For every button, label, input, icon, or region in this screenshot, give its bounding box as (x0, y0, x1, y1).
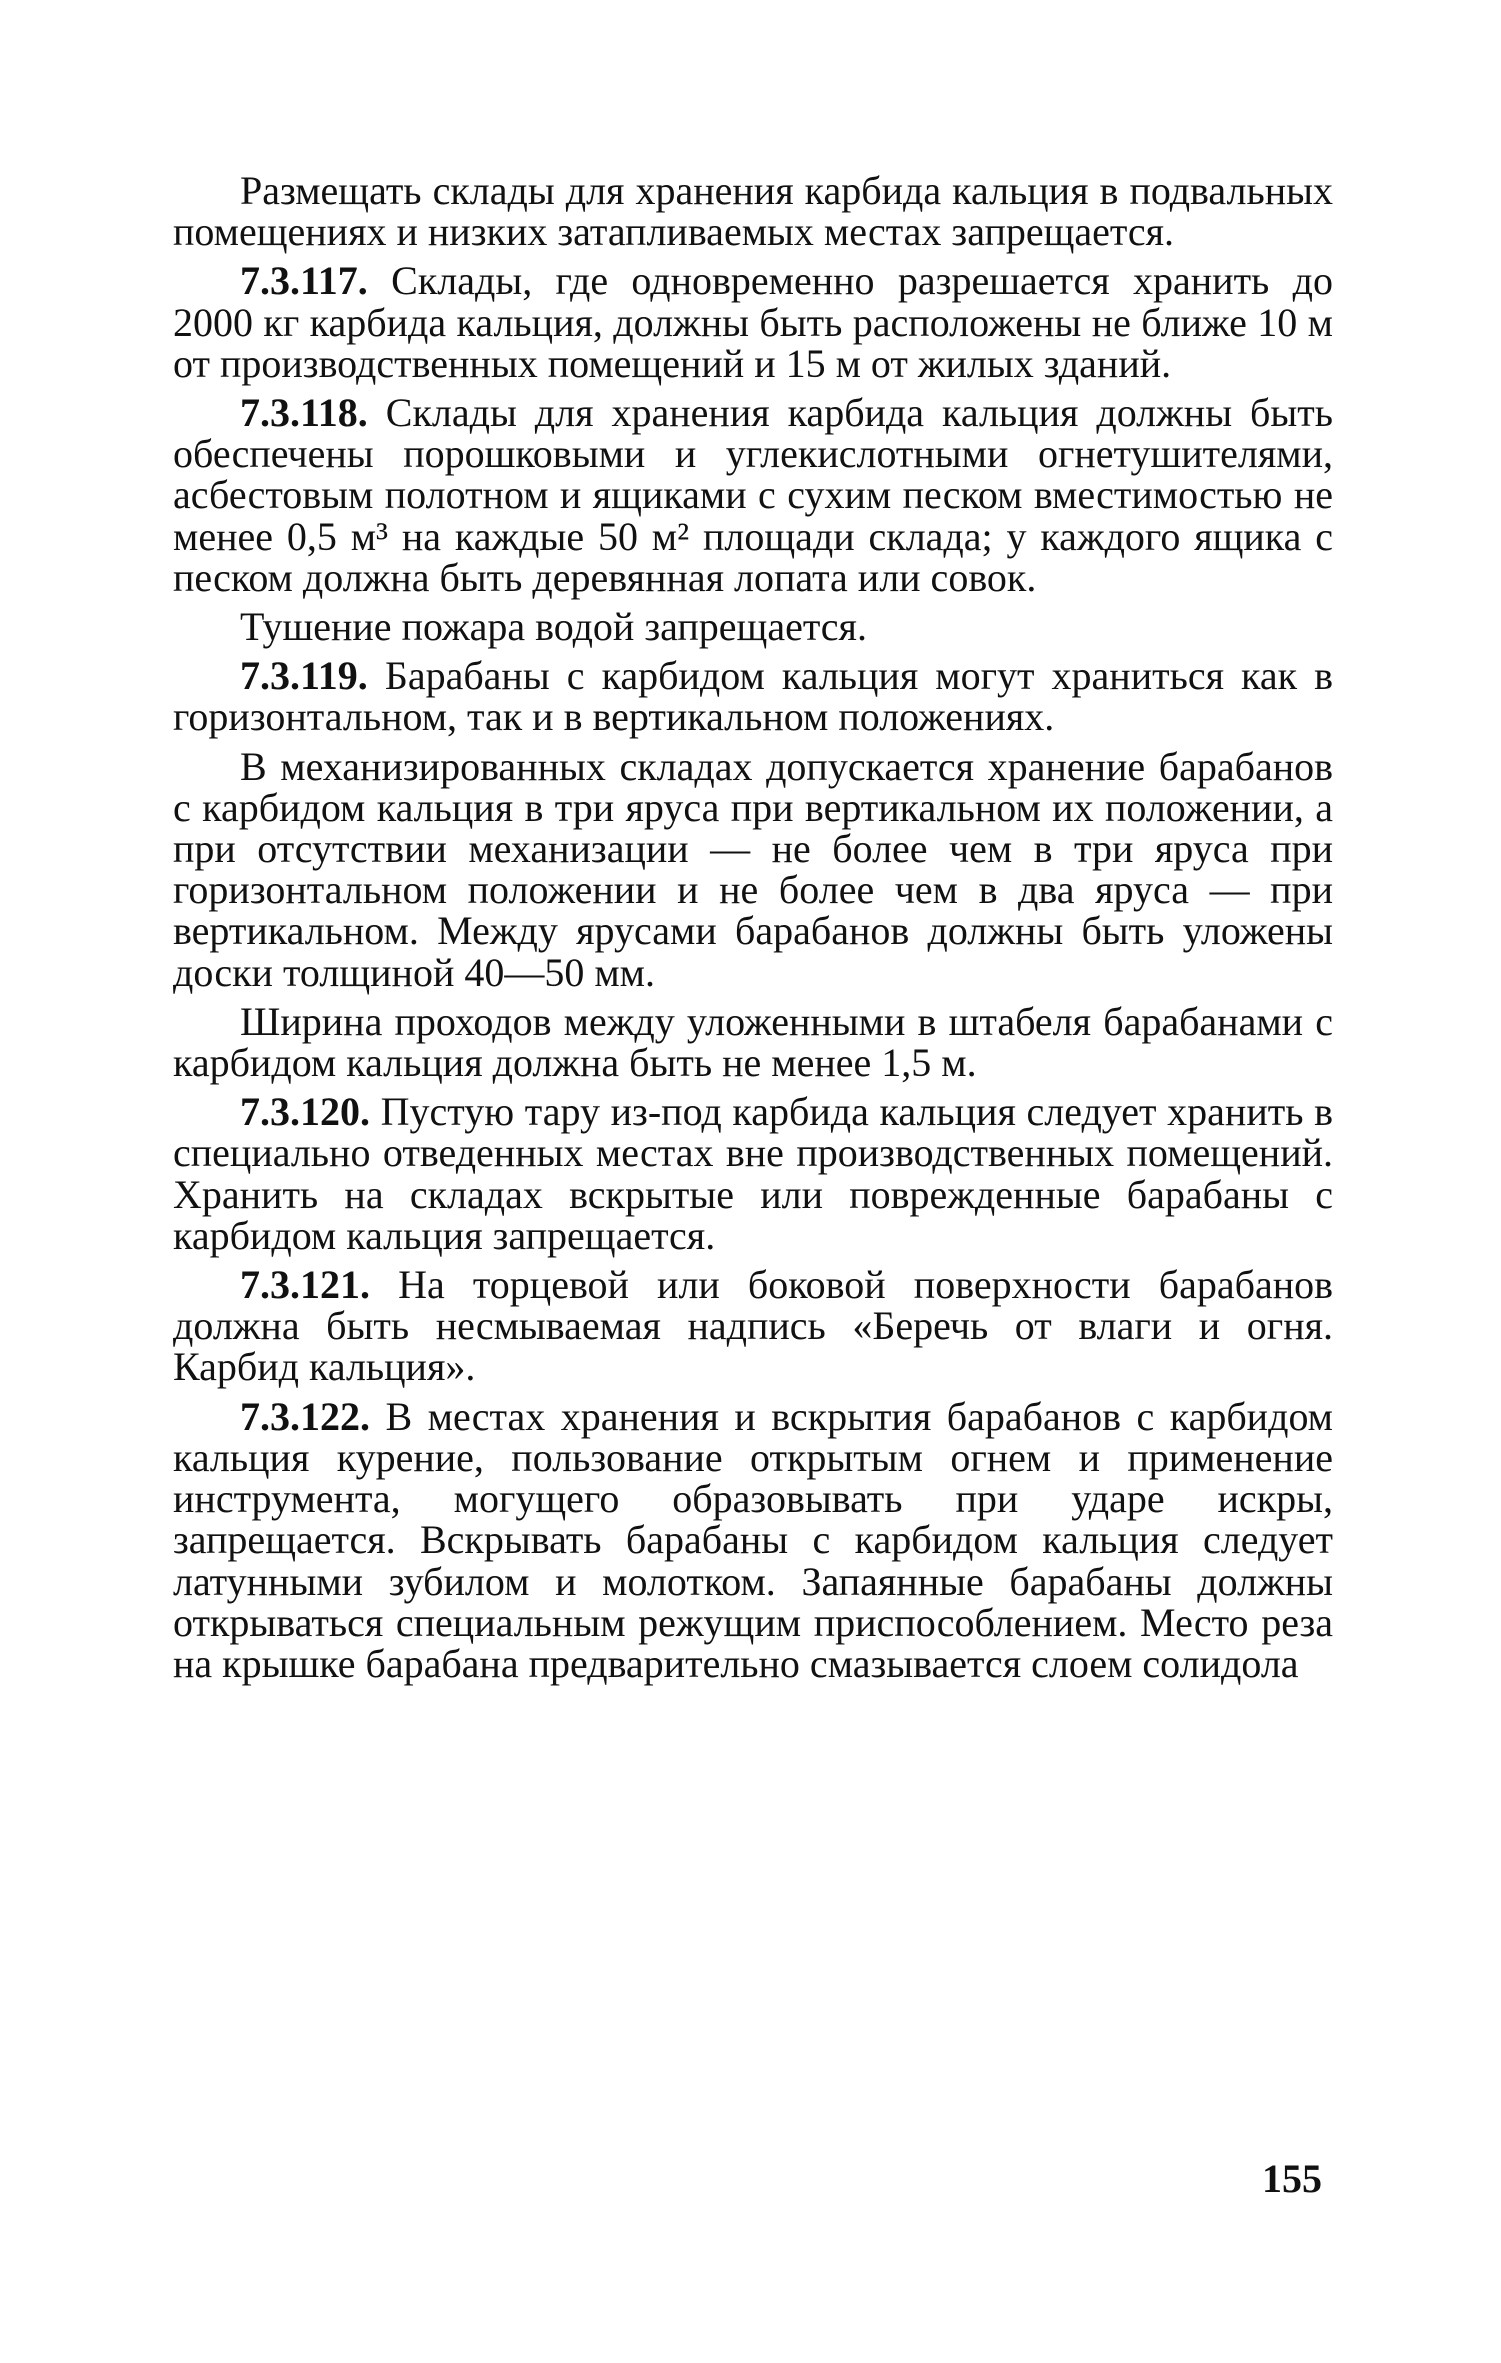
clause-number: 7.3.120. (240, 1089, 370, 1135)
paragraph-text: В местах хранения и вскрытия барабанов с карбидом кальция курение, пользование открытым огнем и применение инструмента, могущего образовывать при ударе искры, запрещается. Вскрывать барабаны с карбидом кальция следует латунными зубилом и молотком. Запаянные барабаны должны открываться специальным режущим приспособлением. Место реза на крышке барабана предварительно смазывается слоем солидола (173, 1393, 1333, 1686)
paragraph-text: Склады, где одновременно разрешается хранить до 2000 кг карбида кальция, должны быть расположены не ближе 10 м от производственных помещений и 15 м от жилых зданий. (173, 258, 1333, 386)
clause-number: 7.3.117. (240, 258, 368, 304)
paragraph (173, 168, 1333, 255)
paragraph-text: Размещать склады для хранения карбида кальция в подвальных помещениях и низких затапливаемых местах запрещается. (173, 168, 1333, 255)
paragraph (173, 998, 1333, 1086)
clause-number: 7.3.119. (240, 653, 368, 699)
paragraph-text: Склады для хранения карбида кальция должны быть обеспечены порошковыми и углекислотными огнетушителями, асбестовым полотном и ящиками с сухим песком вместимостью не менее 0,5 м³ на каждые 50 м² площади склада; у каждого ящика с песком должна быть деревянная лопата или совок. (173, 390, 1333, 600)
page-number: 155 (1262, 2156, 1322, 2201)
page-text (173, 170, 1333, 1684)
paragraph-text: Ширина проходов между уложенными в штабеля барабанами с карбидом кальция должна быть не менее 1,5 м. (173, 998, 1333, 1086)
paragraph-text: На торцевой или боковой поверхности барабанов должна быть несмываемая надпись «Беречь от влаги и огня. Карбид кальция». (173, 1262, 1333, 1390)
paragraph (173, 1264, 1333, 1388)
paragraph (173, 653, 1333, 740)
paragraph-text: Тушение пожара водой запрещается. (240, 604, 867, 650)
paragraph (173, 604, 1333, 650)
paragraph (173, 743, 1333, 995)
paragraph (173, 392, 1333, 598)
clause-number: 7.3.122. (240, 1393, 370, 1439)
paragraph-text: Барабаны с карбидом кальция могут храниться как в горизонтальном, так и в вертикальном положениях. (173, 653, 1333, 740)
clause-number: 7.3.121. (240, 1262, 370, 1308)
paragraph (173, 1091, 1333, 1256)
clause-number: 7.3.118. (240, 390, 368, 436)
paragraph (173, 1393, 1333, 1686)
paragraph-text: В механизированных складах допускается хранение барабанов с карбидом кальция в три яруса при вертикальном их положении, а при отсутствии механизации — не более чем в три яруса при горизонтальном положении и не более чем в два яруса — при вертикальном. Между ярусами барабанов должны быть уложены доски толщиной 40—50 мм. (173, 743, 1333, 995)
paragraph-text: Пустую тару из-под карбида кальция следует хранить в специально отведенных местах вне производственных помещений. Хранить на складах вскрытые или поврежденные барабаны с карбидом кальция запрещается. (173, 1089, 1333, 1258)
paragraph (173, 260, 1333, 384)
